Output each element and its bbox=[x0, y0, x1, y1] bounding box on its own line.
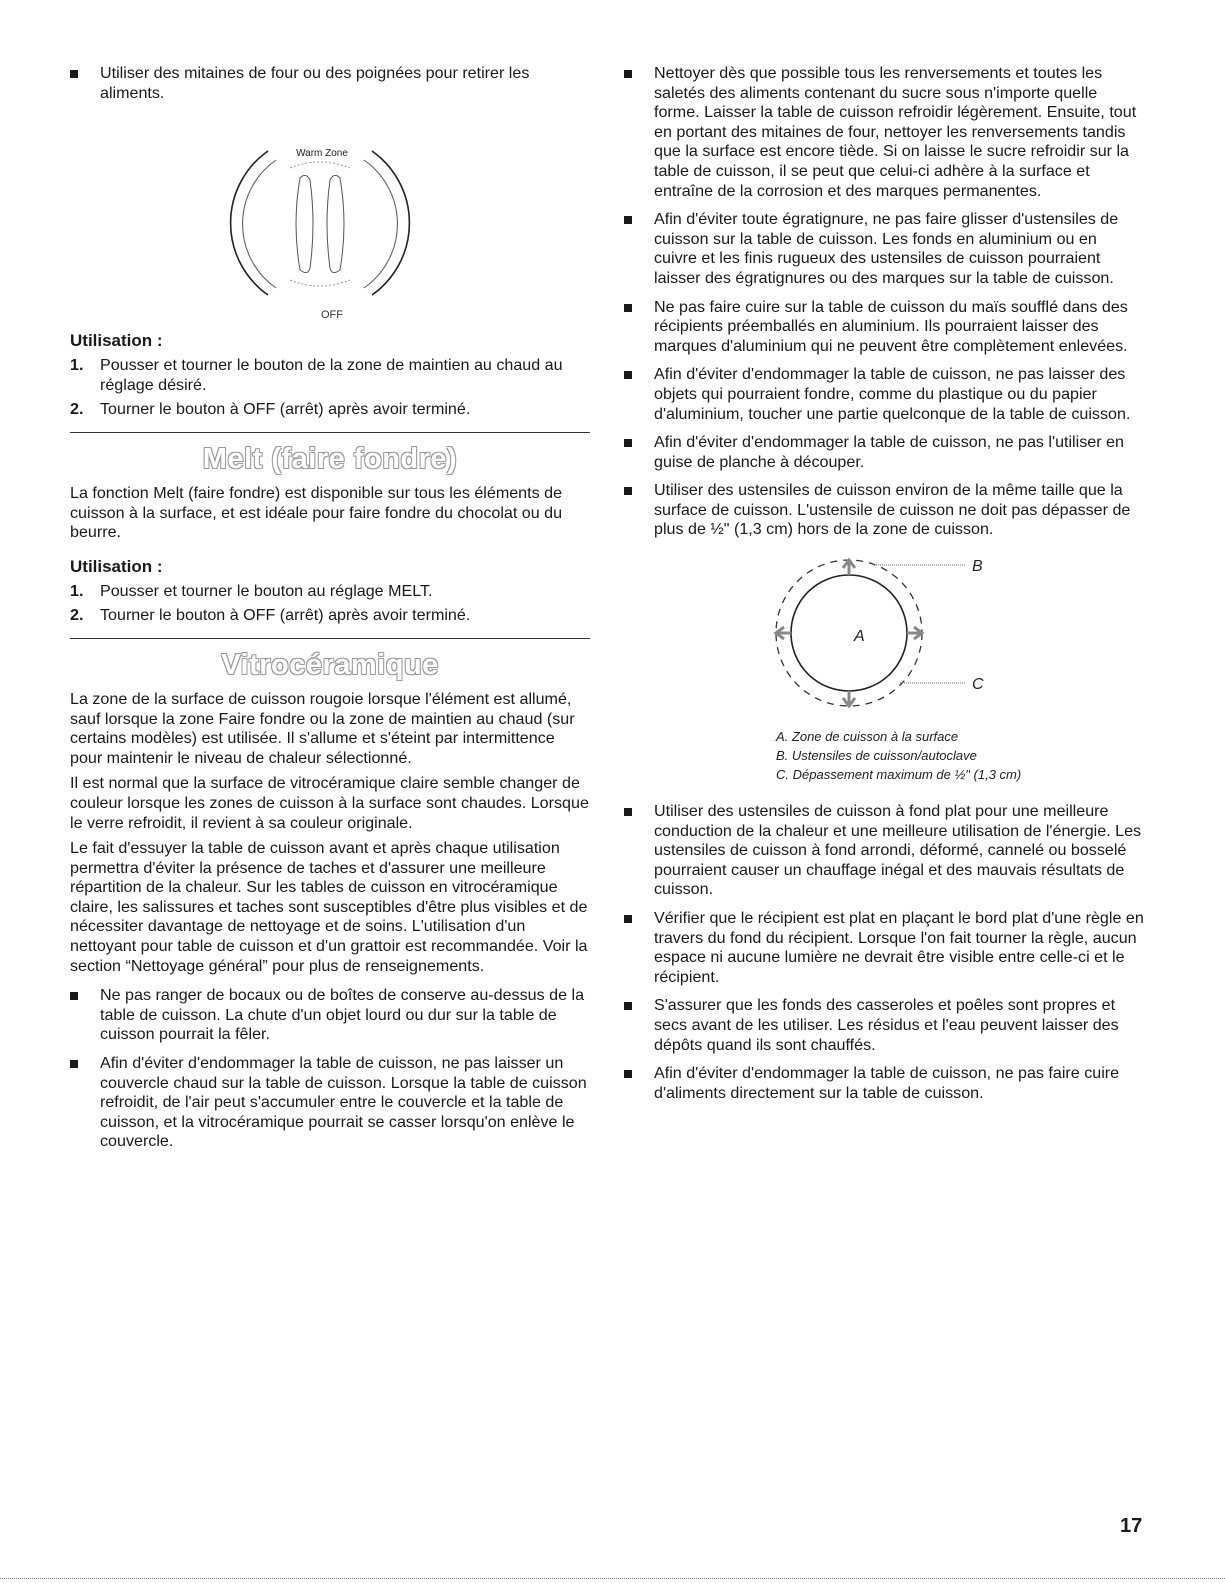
step-number: 1. bbox=[70, 356, 84, 375]
list-item: Afin d'éviter d'endommager la table de cuisson, ne pas faire cuire d'aliments directement sur la table de cuisson. bbox=[624, 1064, 1144, 1103]
step-text: Pousser et tourner le bouton de la zone de maintien au chaud au réglage désiré. bbox=[100, 356, 563, 394]
cookware-size-diagram bbox=[624, 549, 1144, 719]
diagram-label-b: B bbox=[972, 558, 983, 576]
caption-b: B. Ustensiles de cuisson/autoclave bbox=[776, 748, 977, 764]
step-text: Tourner le bouton à OFF (arrêt) après avoir terminé. bbox=[100, 400, 471, 419]
warm-usage-steps bbox=[70, 356, 590, 420]
intro-list bbox=[70, 64, 590, 103]
page-number: 17 bbox=[1120, 1515, 1143, 1537]
knob-top-label: Warm Zone bbox=[296, 148, 348, 160]
caption-c: C. Dépassement maximum de ½" (1,3 cm) bbox=[776, 767, 1022, 783]
vitro-paragraph: La zone de la surface de cuisson rougoie lorsque l'élément est allumé, sauf lorsque la zone Faire fondre ou la zone de maintien au chaud (sur certains modèles) est utilisée. Il s'allume et s'éteint par intermittence pour maintenir le niveau de chaleur sélectionné. bbox=[70, 689, 575, 767]
step-number: 2. bbox=[70, 400, 84, 419]
step-item bbox=[70, 582, 590, 602]
vitro-list bbox=[70, 986, 590, 1152]
knob-grip-left bbox=[296, 176, 313, 273]
list-item: Afin d'éviter toute égratignure, ne pas faire glisser d'ustensiles de cuisson sur la table de cuisson. Les fonds en aluminium ou en cuivre et les finis rugueux des ustensiles de cuisson pourraient laisser des égratignures ou des marques sur la table de cuisson. bbox=[624, 210, 1144, 288]
step-item bbox=[70, 606, 590, 626]
melt-usage-steps bbox=[70, 582, 590, 626]
cookware-outline bbox=[776, 560, 922, 706]
step-item bbox=[70, 400, 590, 420]
melt-section-title: Melt (faire fondre) bbox=[202, 442, 458, 475]
step-item bbox=[70, 356, 590, 395]
warm-usage-heading: Utilisation : bbox=[70, 331, 163, 351]
care-list-top bbox=[624, 64, 1144, 540]
knob-grip-right bbox=[327, 176, 344, 273]
step-text: Tourner le bouton à OFF (arrêt) après avoir terminé. bbox=[100, 606, 471, 625]
page-bottom-border bbox=[0, 1578, 1225, 1579]
list-item: Nettoyer dès que possible tous les renversements et toutes les saletés des aliments contenant du sucre sous n'importe quelle forme. Laisser la table de cuisson refroidir légèrement. Ensuite, tout en portant des mitaines de four, nettoyer les renversements tandis que la surface est encore tiède. Si on laisse le sucre refroidir sur la table de cuisson, il se peut que celui-ci adhère à la surface et entraîne de la corrosion et des marques permanentes. bbox=[624, 64, 1144, 201]
list-item: Utiliser des mitaines de four ou des poignées pour retirer les aliments. bbox=[70, 64, 590, 103]
caption-a: A. Zone de cuisson à la surface bbox=[776, 729, 959, 745]
list-item: Afin d'éviter d'endommager la table de cuisson, ne pas l'utiliser en guise de planche à découper. bbox=[624, 433, 1144, 472]
vitro-paragraph: Le fait d'essuyer la table de cuisson avant et après chaque utilisation permettra d'éviter la présence de taches et d'assurer une meilleure répartition de la chaleur. Sur les tables de cuisson en vitrocéramique claire, les salissures et taches sont susceptibles d'être plus visibles et de nécessiter davantage de nettoyage et de soins. L'utilisation d'un nettoyant pour table de cuisson et d'un grattoir est recommandée. Voir la section “Nettoyage général” pour plus de renseignements. bbox=[70, 839, 588, 975]
diagram-captions bbox=[624, 727, 1144, 784]
list-item: Afin d'éviter d'endommager la table de cuisson, ne pas laisser un couvercle chaud sur la table de cuisson. Lorsque la table de cuisson refroidit, de l'air peut s'accumuler entre le couvercle et la table de cuisson, et la vitrocéramique pourrait se casser lorsqu'on enlève le couvercle. bbox=[70, 1054, 590, 1152]
left-column bbox=[70, 64, 590, 1161]
list-item: Vérifier que le récipient est plat en plaçant le bord plat d'une règle en travers du fond du récipient. Lorsque l'on fait tourner la règle, aucun espace ni aucune lumière ne devrait être visible entre celle-ci et le récipient. bbox=[624, 909, 1144, 987]
step-text: Pousser et tourner le bouton au réglage MELT. bbox=[100, 581, 433, 600]
knob-off-label: OFF bbox=[321, 309, 343, 322]
diagram-label-a: A bbox=[854, 628, 865, 646]
warm-zone-knob-illustration bbox=[70, 108, 590, 323]
list-item: Afin d'éviter d'endommager la table de cuisson, ne pas laisser des objets qui pourraient fondre, comme du plastique ou du papier d'aluminium, toucher une partie quelconque de la table de cuisson. bbox=[624, 365, 1144, 424]
list-item: Ne pas faire cuire sur la table de cuisson du maïs soufflé dans des récipients préemballés en aluminium. Ils pourraient laisser des marques d'aluminium qui ne peuvent être complètement enlevées. bbox=[624, 298, 1144, 357]
diagram-label-c: C bbox=[972, 676, 984, 694]
vitro-section-title: Vitrocéramique bbox=[221, 648, 439, 681]
melt-usage-heading: Utilisation : bbox=[70, 556, 163, 576]
melt-body: La fonction Melt (faire fondre) est disponible sur tous les éléments de cuisson à la surface, et est idéale pour faire fondre du chocolat ou du beurre. bbox=[70, 483, 563, 542]
section-divider bbox=[70, 432, 590, 433]
vitro-paragraph: Il est normal que la surface de vitrocéramique claire semble changer de couleur lorsque les zones de cuisson à la surface sont chaudes. Lorsque le verre refroidit, il revient à sa couleur originale. bbox=[70, 774, 589, 832]
list-item: Ne pas ranger de bocaux ou de boîtes de conserve au-dessus de la table de cuisson. La chute d'un objet lourd ou dur sur la table de cuisson pourrait la fêler. bbox=[70, 986, 590, 1045]
step-number: 2. bbox=[70, 606, 84, 625]
list-item: S'assurer que les fonds des casseroles et poêles sont propres et secs avant de les utiliser. Les résidus et l'eau peuvent laisser des dépôts quand ils sont chauffés. bbox=[624, 996, 1144, 1055]
cooking-zone-circle bbox=[791, 575, 907, 691]
list-item: Utiliser des ustensiles de cuisson environ de la même taille que la surface de cuisson. L'ustensile de cuisson ne doit pas dépasser de plus de ½" (1,3 cm) hors de la zone de cuisson. bbox=[624, 481, 1144, 540]
right-column bbox=[624, 64, 1144, 1112]
care-list-bottom bbox=[624, 802, 1144, 1103]
step-number: 1. bbox=[70, 581, 84, 600]
section-divider bbox=[70, 638, 590, 639]
list-item: Utiliser des ustensiles de cuisson à fond plat pour une meilleure conduction de la chaleur et une meilleure utilisation de l'énergie. Les ustensiles de cuisson à fond arrondi, déformé, cannelé ou bosselé pourraient causer un chauffage inégal et des mauvais résultats de cuisson. bbox=[624, 802, 1144, 900]
